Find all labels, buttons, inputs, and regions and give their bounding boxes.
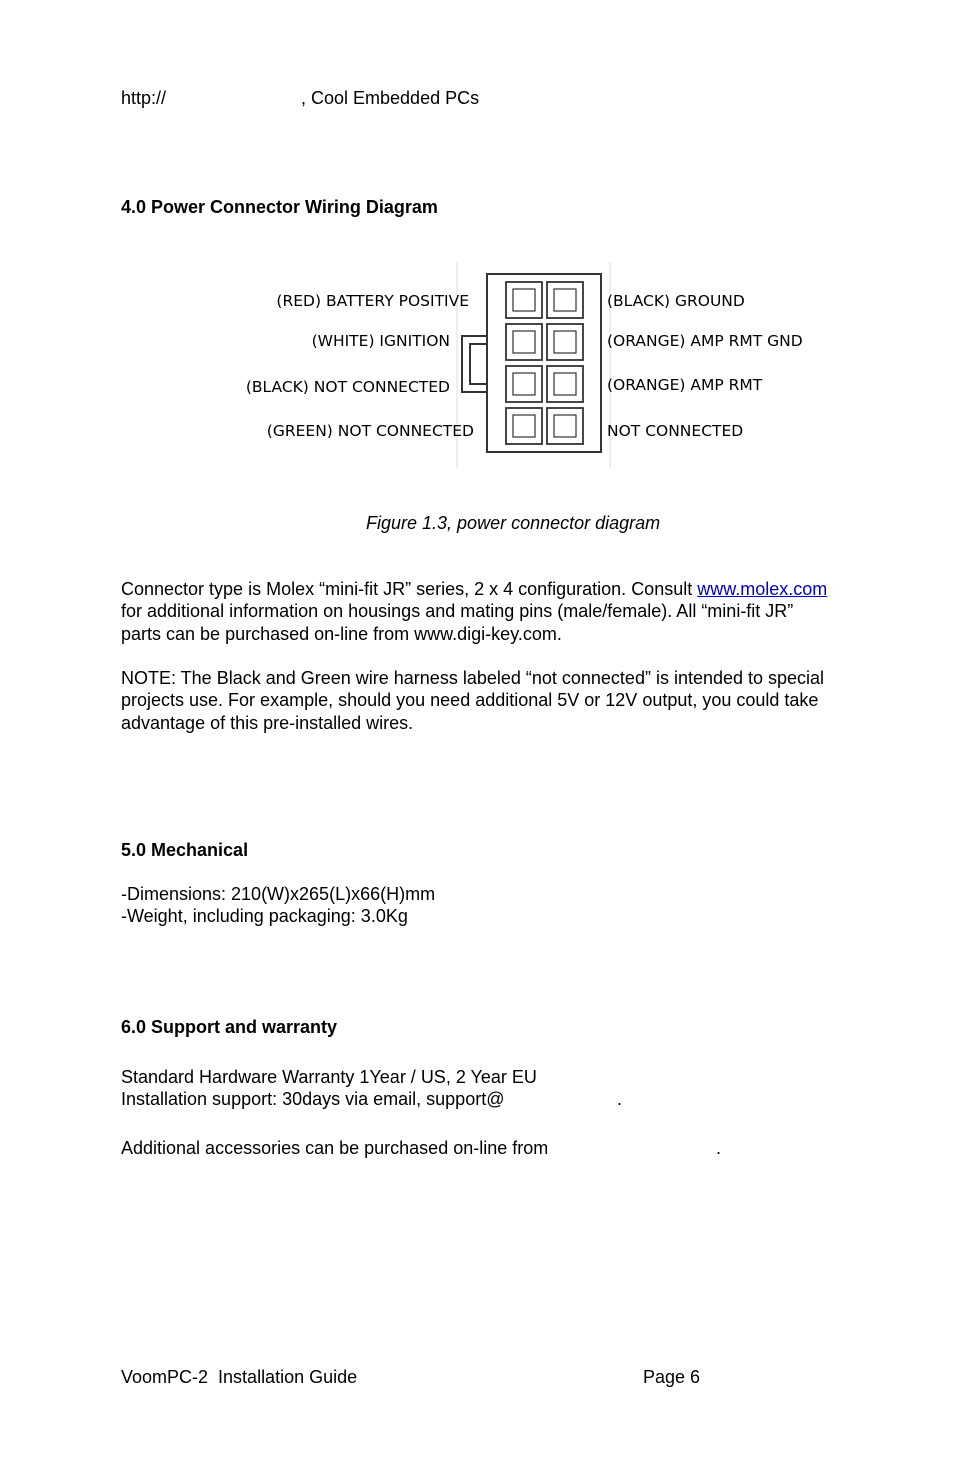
header-url-prefix: http:// (121, 88, 167, 108)
note-line-1: NOTE: The Black and Green wire harness labeled “not connected” is intended to special (121, 668, 825, 688)
connector-pins (506, 282, 583, 444)
footer-page-number: Page 6 (643, 1367, 701, 1387)
section-5-heading: 5.0 Mechanical (121, 840, 249, 860)
accessories-text: Additional accessories can be purchased on-line from (121, 1138, 549, 1158)
connector-paragraph-line-3: parts can be purchased on-line from www.digi-key.com. (121, 623, 562, 644)
label-orange-amp-rmt-gnd: (ORANGE) AMP RMT GND (607, 332, 803, 350)
figure-caption: Figure 1.3, power connector diagram (366, 513, 661, 533)
label-black-not-connected: (BLACK) NOT CONNECTED (245, 378, 450, 396)
section-4-heading: 4.0 Power Connector Wiring Diagram (121, 197, 438, 217)
accessories-text-period: . (716, 1138, 722, 1158)
label-black-ground: (BLACK) GROUND (607, 292, 745, 310)
warranty-text: Standard Hardware Warranty 1Year / US, 2 Year EU (121, 1067, 537, 1087)
label-green-not-connected: (GREEN) NOT CONNECTED (266, 422, 474, 440)
section-6-heading: 6.0 Support and warranty (121, 1017, 338, 1037)
note-line-2: projects use. For example, should you need additional 5V or 12V output, you could take (121, 690, 819, 711)
connector-housing (462, 274, 601, 452)
label-orange-amp-rmt: (ORANGE) AMP RMT (607, 376, 763, 394)
note-paragraph (121, 667, 891, 734)
label-white-ignition: (WHITE) IGNITION (311, 332, 450, 350)
label-not-connected: NOT CONNECTED (607, 422, 744, 440)
header-tagline: , Cool Embedded PCs (301, 88, 480, 108)
note-line-3: advantage of this pre-installed wires. (121, 712, 414, 733)
footer-title: VoomPC-2 Installation Guide (121, 1367, 358, 1387)
connector-paragraph (121, 578, 891, 645)
weight-text: -Weight, including packaging: 3.0Kg (121, 906, 408, 926)
label-red-battery-positive: (RED) BATTERY POSITIVE (276, 292, 469, 310)
connector-paragraph-line-2: for additional information on housings and mating pins (male/female). All “mini-fit JR” (121, 601, 794, 622)
molex-link[interactable]: www.molex.com (697, 579, 828, 599)
support-text-period: . (617, 1089, 623, 1109)
dimensions-text: -Dimensions: 210(W)x265(L)x66(H)mm (121, 884, 436, 904)
connector-paragraph-line-1: Connector type is Molex “mini-fit JR” series, 2 x 4 configuration. Consult www.molex.com (121, 579, 828, 599)
support-text: Installation support: 30days via email, support@ (121, 1089, 505, 1109)
power-connector-diagram (225, 258, 825, 470)
